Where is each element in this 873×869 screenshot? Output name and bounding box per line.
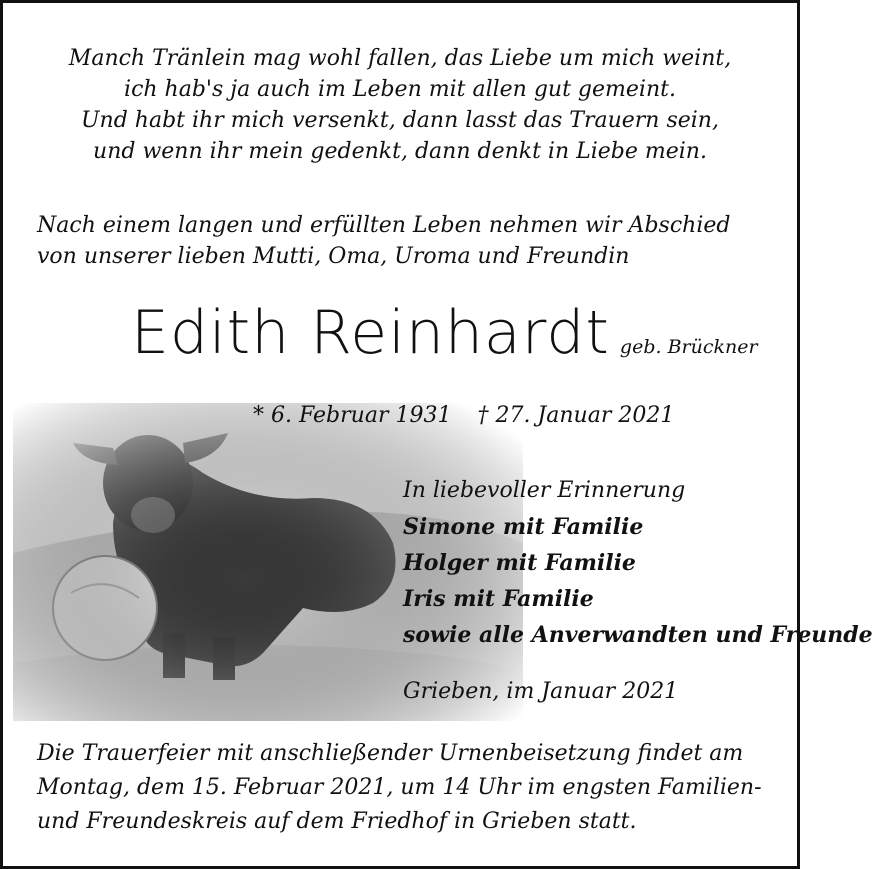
remembrance-heading: In liebevoller Erinnerung	[403, 478, 686, 503]
death-date: † 27. Januar 2021	[477, 403, 675, 428]
birth-date: * 6. Februar 1931	[253, 403, 452, 428]
poem-line: und wenn ihr mein gedenkt, dann denkt in Liebe mein.	[93, 139, 707, 164]
poem-line: Manch Tränlein mag wohl fallen, das Liebe um mich weint,	[68, 46, 732, 71]
poem-line: Und habt ihr mich versenkt, dann lasst das Trauern sein,	[81, 108, 719, 133]
poem-line: ich hab's ja auch im Leben mit allen gut gemeint.	[124, 77, 676, 102]
mourner: Iris mit Familie	[403, 586, 594, 612]
mourner: Holger mit Familie	[403, 550, 636, 576]
mourner: Simone mit Familie	[403, 514, 644, 540]
deceased-name-row	[131, 295, 758, 371]
deceased-name: Edith Reinhardt	[131, 298, 610, 368]
place-date: Grieben, im Januar 2021	[403, 679, 679, 704]
maiden-name: geb. Brückner	[619, 336, 758, 358]
funeral-notice: Die Trauerfeier mit anschließender Urnenbeisetzung findet am Montag, dem 15. Februar 2021, um 14 Uhr im engsten Familien- und Freundeskreis auf dem Friedhof in Grieben statt.	[37, 741, 762, 834]
poem	[23, 43, 777, 167]
life-dates	[253, 403, 674, 428]
intro-text: Nach einem langen und erfüllten Leben nehmen wir Abschied von unserer lieben Mutti, Oma, Uroma und Freundin	[37, 213, 731, 269]
mourner: sowie alle Anverwandten und Freunde	[403, 622, 873, 648]
remembrance-block	[403, 473, 873, 653]
